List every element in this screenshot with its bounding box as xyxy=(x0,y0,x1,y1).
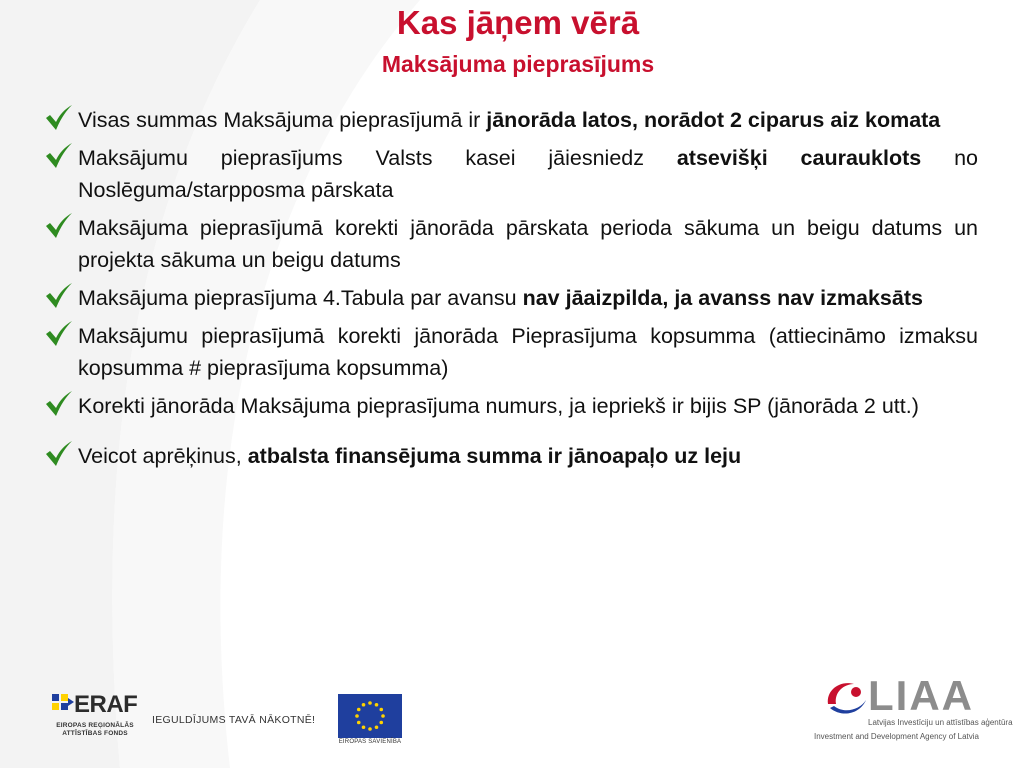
bullet-text: Maksājumu pieprasījums Valsts kasei jāiesniedz xyxy=(78,146,677,170)
bullet-item xyxy=(44,104,978,136)
slide-title: Kas jāņem vērā xyxy=(396,4,640,41)
bullet-bold-text: atbalsta finansējuma summa ir jānoapaļo uz leju xyxy=(247,444,742,468)
eu-flag-icon xyxy=(338,694,402,738)
liaa-logo-text: LIAA xyxy=(868,672,974,719)
eu-star xyxy=(379,721,383,725)
liaa-swirl-icon xyxy=(822,674,868,718)
eraf-logo-text: ERAF xyxy=(74,691,138,718)
checkmark-icon xyxy=(44,212,74,240)
eraf-caption-line-1: EIROPAS REĢIONĀLĀS xyxy=(56,722,134,729)
bullet-text: Visas summas Maksājuma pieprasījumā ir xyxy=(78,108,487,132)
liaa-name-en: Investment and Development Agency of Latvia xyxy=(814,732,979,741)
checkmark-icon xyxy=(44,282,74,310)
eu-star xyxy=(379,708,383,712)
eu-star xyxy=(368,701,372,705)
eraf-caption xyxy=(50,722,140,738)
checkmark-icon xyxy=(44,142,74,170)
slogan: IEGULDĪJUMS TAVĀ NĀKOTNĒ! xyxy=(152,714,316,726)
eu-star xyxy=(375,725,379,729)
checkmark-icon xyxy=(44,440,74,468)
eu-star xyxy=(355,714,359,718)
bullet-item xyxy=(44,282,978,314)
bullet-text: Maksājuma pieprasījumā korekti jānorāda pārskata perioda sākuma un beigu datums un projekta sākuma un beigu datums xyxy=(78,216,978,272)
bullet-item xyxy=(44,390,978,422)
footer xyxy=(0,670,1024,768)
eu-caption: EIROPAS SAVIENĪBA xyxy=(338,739,402,745)
checkmark-icon xyxy=(44,320,74,348)
bullet-item xyxy=(44,212,978,276)
bullet-text: Korekti jānorāda Maksājuma pieprasījuma numurs, ja iepriekš ir bijis SP (jānorāda 2 utt.) xyxy=(78,394,919,418)
eu-star xyxy=(375,703,379,707)
eu-star xyxy=(362,703,366,707)
slide-subtitle: Maksājuma pieprasījums xyxy=(381,51,655,77)
bullet-bold-text: jānorāda latos, norādot 2 ciparus aiz komata xyxy=(486,108,941,132)
eraf-arrows-icon xyxy=(50,690,74,718)
bullet-list xyxy=(44,104,978,478)
bullet-bold-text: nav jāaizpilda, ja avanss nav izmaksāts xyxy=(522,286,923,310)
checkmark-icon xyxy=(44,390,74,418)
bullet-bold-text: atsevišķi caurauklots xyxy=(676,146,922,170)
eu-star xyxy=(368,727,372,731)
bullet-item xyxy=(44,142,978,206)
liaa-name-lv: Latvijas Investīciju un attīstības aģentūra xyxy=(868,718,1013,727)
bullet-text: Maksājuma pieprasījuma 4.Tabula par avansu xyxy=(78,286,523,310)
bullet-text: Veicot aprēķinus, xyxy=(78,444,248,468)
eraf-caption-line-2: ATTĪSTĪBAS FONDS xyxy=(62,730,128,737)
bullet-text: no Noslēguma/starpposma pārskata xyxy=(78,146,979,202)
eu-star xyxy=(362,725,366,729)
bullet-text: Maksājumu pieprasījumā korekti jānorāda Pieprasījuma kopsumma (attiecināmo izmaksu kopsumma # pieprasījuma kopsumma) xyxy=(78,324,978,380)
eu-star xyxy=(381,714,385,718)
bullet-item xyxy=(44,320,978,384)
eu-logo xyxy=(338,694,404,750)
eu-star xyxy=(357,708,361,712)
eraf-logo xyxy=(50,690,140,746)
eu-star xyxy=(357,721,361,725)
liaa-logo xyxy=(812,672,1012,752)
checkmark-icon xyxy=(44,104,74,132)
bullet-item xyxy=(44,440,978,472)
